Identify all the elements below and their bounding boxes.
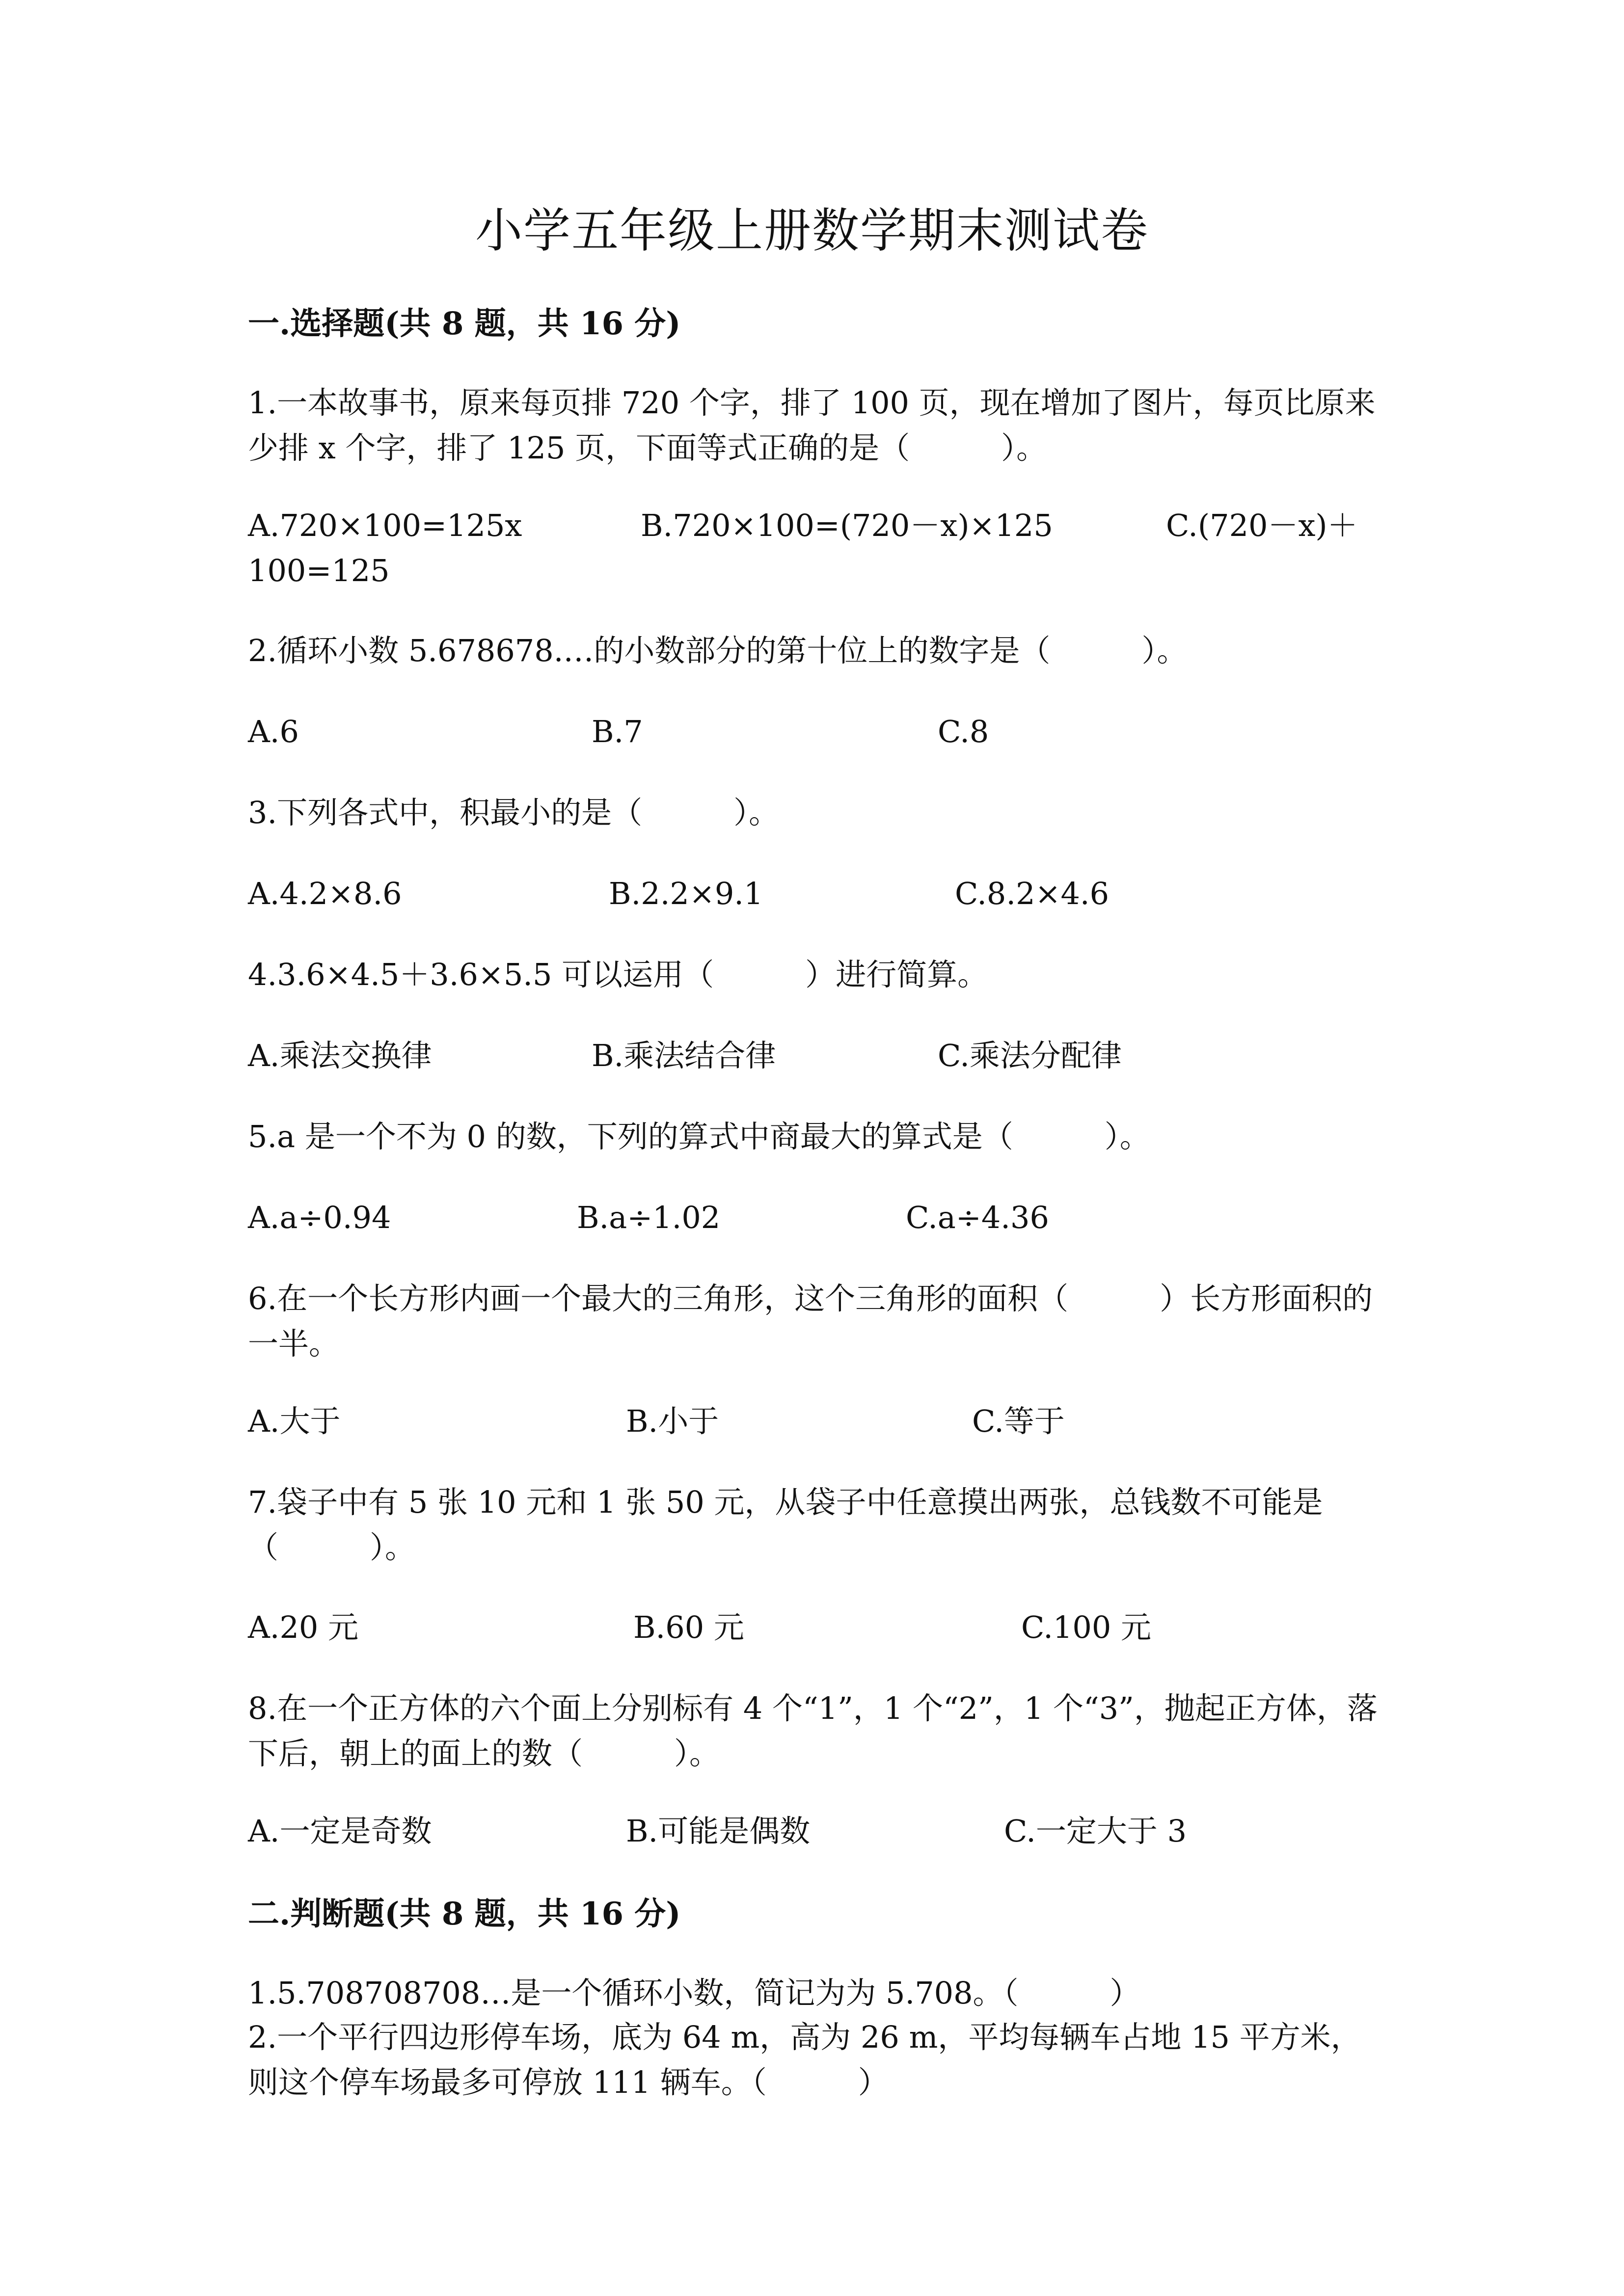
option-c: C.8 [938, 714, 989, 749]
option-a: A.20 元 [248, 1609, 359, 1645]
question-5: 5.a 是一个不为 0 的数，下列的算式中商最大的算式是（ ）。 [248, 1119, 1150, 1154]
section-heading-judgement: 二.判断题(共 8 题，共 16 分) [248, 1896, 681, 1932]
question-7: 7.袋子中有 5 张 10 元和 1 张 50 元，从袋子中任意摸出两张，总钱数不可能是（ ）。 [248, 1484, 1323, 1565]
option-b: B.乘法结合律 [592, 1038, 776, 1073]
option-b: B.2.2×9.1 [609, 876, 763, 911]
option-a: A.4.2×8.6 [248, 876, 402, 911]
option-a: A.720×100=125x [248, 507, 522, 543]
option-a: A.乘法交换律 [248, 1038, 432, 1073]
option-b: B.720×100=(720－x)×125 [641, 507, 1053, 543]
question-1: 1.一本故事书，原来每页排 720 个字，排了 100 页，现在增加了图片，每页比原来少排 x 个字，排了 125 页，下面等式正确的是（ ）。 [248, 385, 1376, 466]
page-title: 小学五年级上册数学期末测试卷 [475, 203, 1149, 258]
question-6: 6.在一个长方形内画一个最大的三角形，这个三角形的面积（ ）长方形面积的一半。 [248, 1281, 1373, 1362]
option-b: B.a÷1.02 [577, 1200, 721, 1235]
section-heading-choice: 一.选择题(共 8 题，共 16 分) [248, 305, 681, 342]
option-a: A.6 [248, 714, 299, 749]
option-a: A.a÷0.94 [248, 1200, 391, 1235]
option-c: C.100 元 [1021, 1609, 1151, 1645]
option-b: B.7 [592, 714, 643, 749]
question-1-options [248, 503, 1387, 593]
question-8: 8.在一个正方体的六个面上分别标有 4 个“1”，1 个“2”，1 个“3”，抛起正方体，落下后，朝上的面上的数（ ）。 [248, 1690, 1378, 1771]
option-c: C.8.2×4.6 [955, 876, 1110, 911]
question-3: 3.下列各式中，积最小的是（ ）。 [248, 795, 780, 830]
option-a: A.大于 [248, 1403, 341, 1439]
option-c: C.(720－x)＋100=125 [248, 507, 1358, 588]
option-b: B.小于 [626, 1403, 719, 1439]
judgement-question-2: 2.一个平行四边形停车场，底为 64 m，高为 26 m，平均每辆车占地 15 平方米， 则这个停车场最多可停放 111 辆车。（ ） [248, 2019, 1371, 2100]
option-a: A.一定是奇数 [248, 1813, 432, 1849]
option-b: B.可能是偶数 [626, 1813, 811, 1849]
judgement-question-1: 1.5.708708708…是一个循环小数，简记为为 5.708。（ ） [248, 1975, 1140, 2011]
option-c: C.等于 [972, 1403, 1065, 1439]
option-c: C.一定大于 3 [1004, 1813, 1187, 1849]
question-2: 2.循环小数 5.678678.…的小数部分的第十位上的数字是（ ）。 [248, 633, 1188, 668]
question-4: 4.3.6×4.5＋3.6×5.5 可以运用（ ）进行简算。 [248, 957, 988, 992]
option-c: C.a÷4.36 [906, 1200, 1049, 1235]
option-c: C.乘法分配律 [938, 1038, 1122, 1073]
option-b: B.60 元 [633, 1609, 744, 1645]
